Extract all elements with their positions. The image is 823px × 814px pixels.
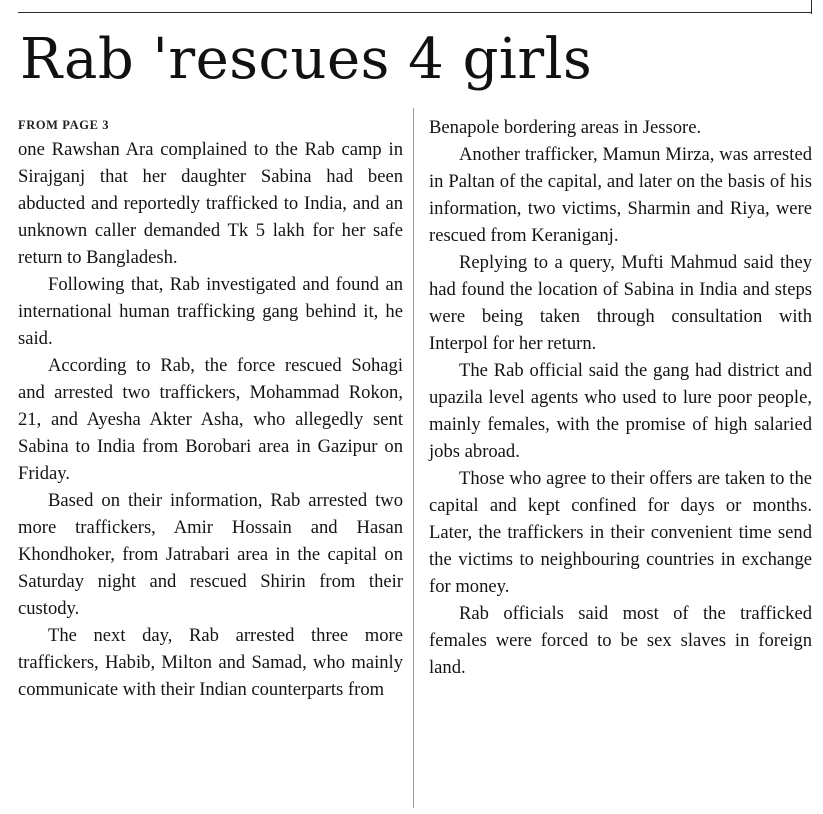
article-headline: Rab 'rescues 4 girls [20,27,593,92]
top-border-rule [18,12,812,13]
paragraph: Benapole bordering areas in Jessore. [429,117,702,138]
paragraph: Following that, Rab investigated and found an international human trafficking gang behind it, he said. [18,274,403,349]
paragraph: one Rawshan Ara complained to the Rab camp in Sirajganj that her daughter Sabina had been abducted and reportedly trafficked to India, and an unknown caller demanded Tk 5 lakh for her safe return to Bangladesh. [18,139,403,268]
paragraph: According to Rab, the force rescued Sohagi and arrested two traffickers, Mohammad Rokon, 21, and Ayesha Akter Asha, who allegedly sent Sabina to India from Borobari area in Gazipur on Friday. [18,355,403,484]
paragraph: The next day, Rab arrested three more traffickers, Habib, Milton and Samad, who mainly communicate with their Indian counterparts from [18,625,403,700]
paragraph: Replying to a query, Mufti Mahmud said they had found the location of Sabina in India and steps were being taken through consultation with Interpol for her return. [429,252,812,354]
paragraph: The Rab official said the gang had district and upazila level agents who used to lure poor people, mainly females, with the promise of high salaried jobs abroad. [429,360,812,462]
paragraph: Another trafficker, Mamun Mirza, was arrested in Paltan of the capital, and later on the basis of his information, two victims, Sharmin and Riya, were rescued from Keraniganj. [429,144,812,246]
jump-kicker: FROM PAGE 3 [18,118,110,132]
paragraph: Rab officials said most of the trafficked females were forced to be sex slaves in foreign land. [429,603,812,678]
paragraph: Those who agree to their offers are taken to the capital and kept confined for days or months. Later, the traffickers in their convenient time send the victims to neighbouring countries in exchange for money. [429,468,812,597]
right-border-rule [811,0,812,14]
column-divider [413,108,414,808]
right-column [429,114,812,681]
paragraph: Based on their information, Rab arrested two more traffickers, Amir Hossain and Hasan Khondhoker, from Jatrabari area in the capital on Saturday night and rescued Shirin from their custody. [18,490,403,619]
left-column [18,118,403,703]
